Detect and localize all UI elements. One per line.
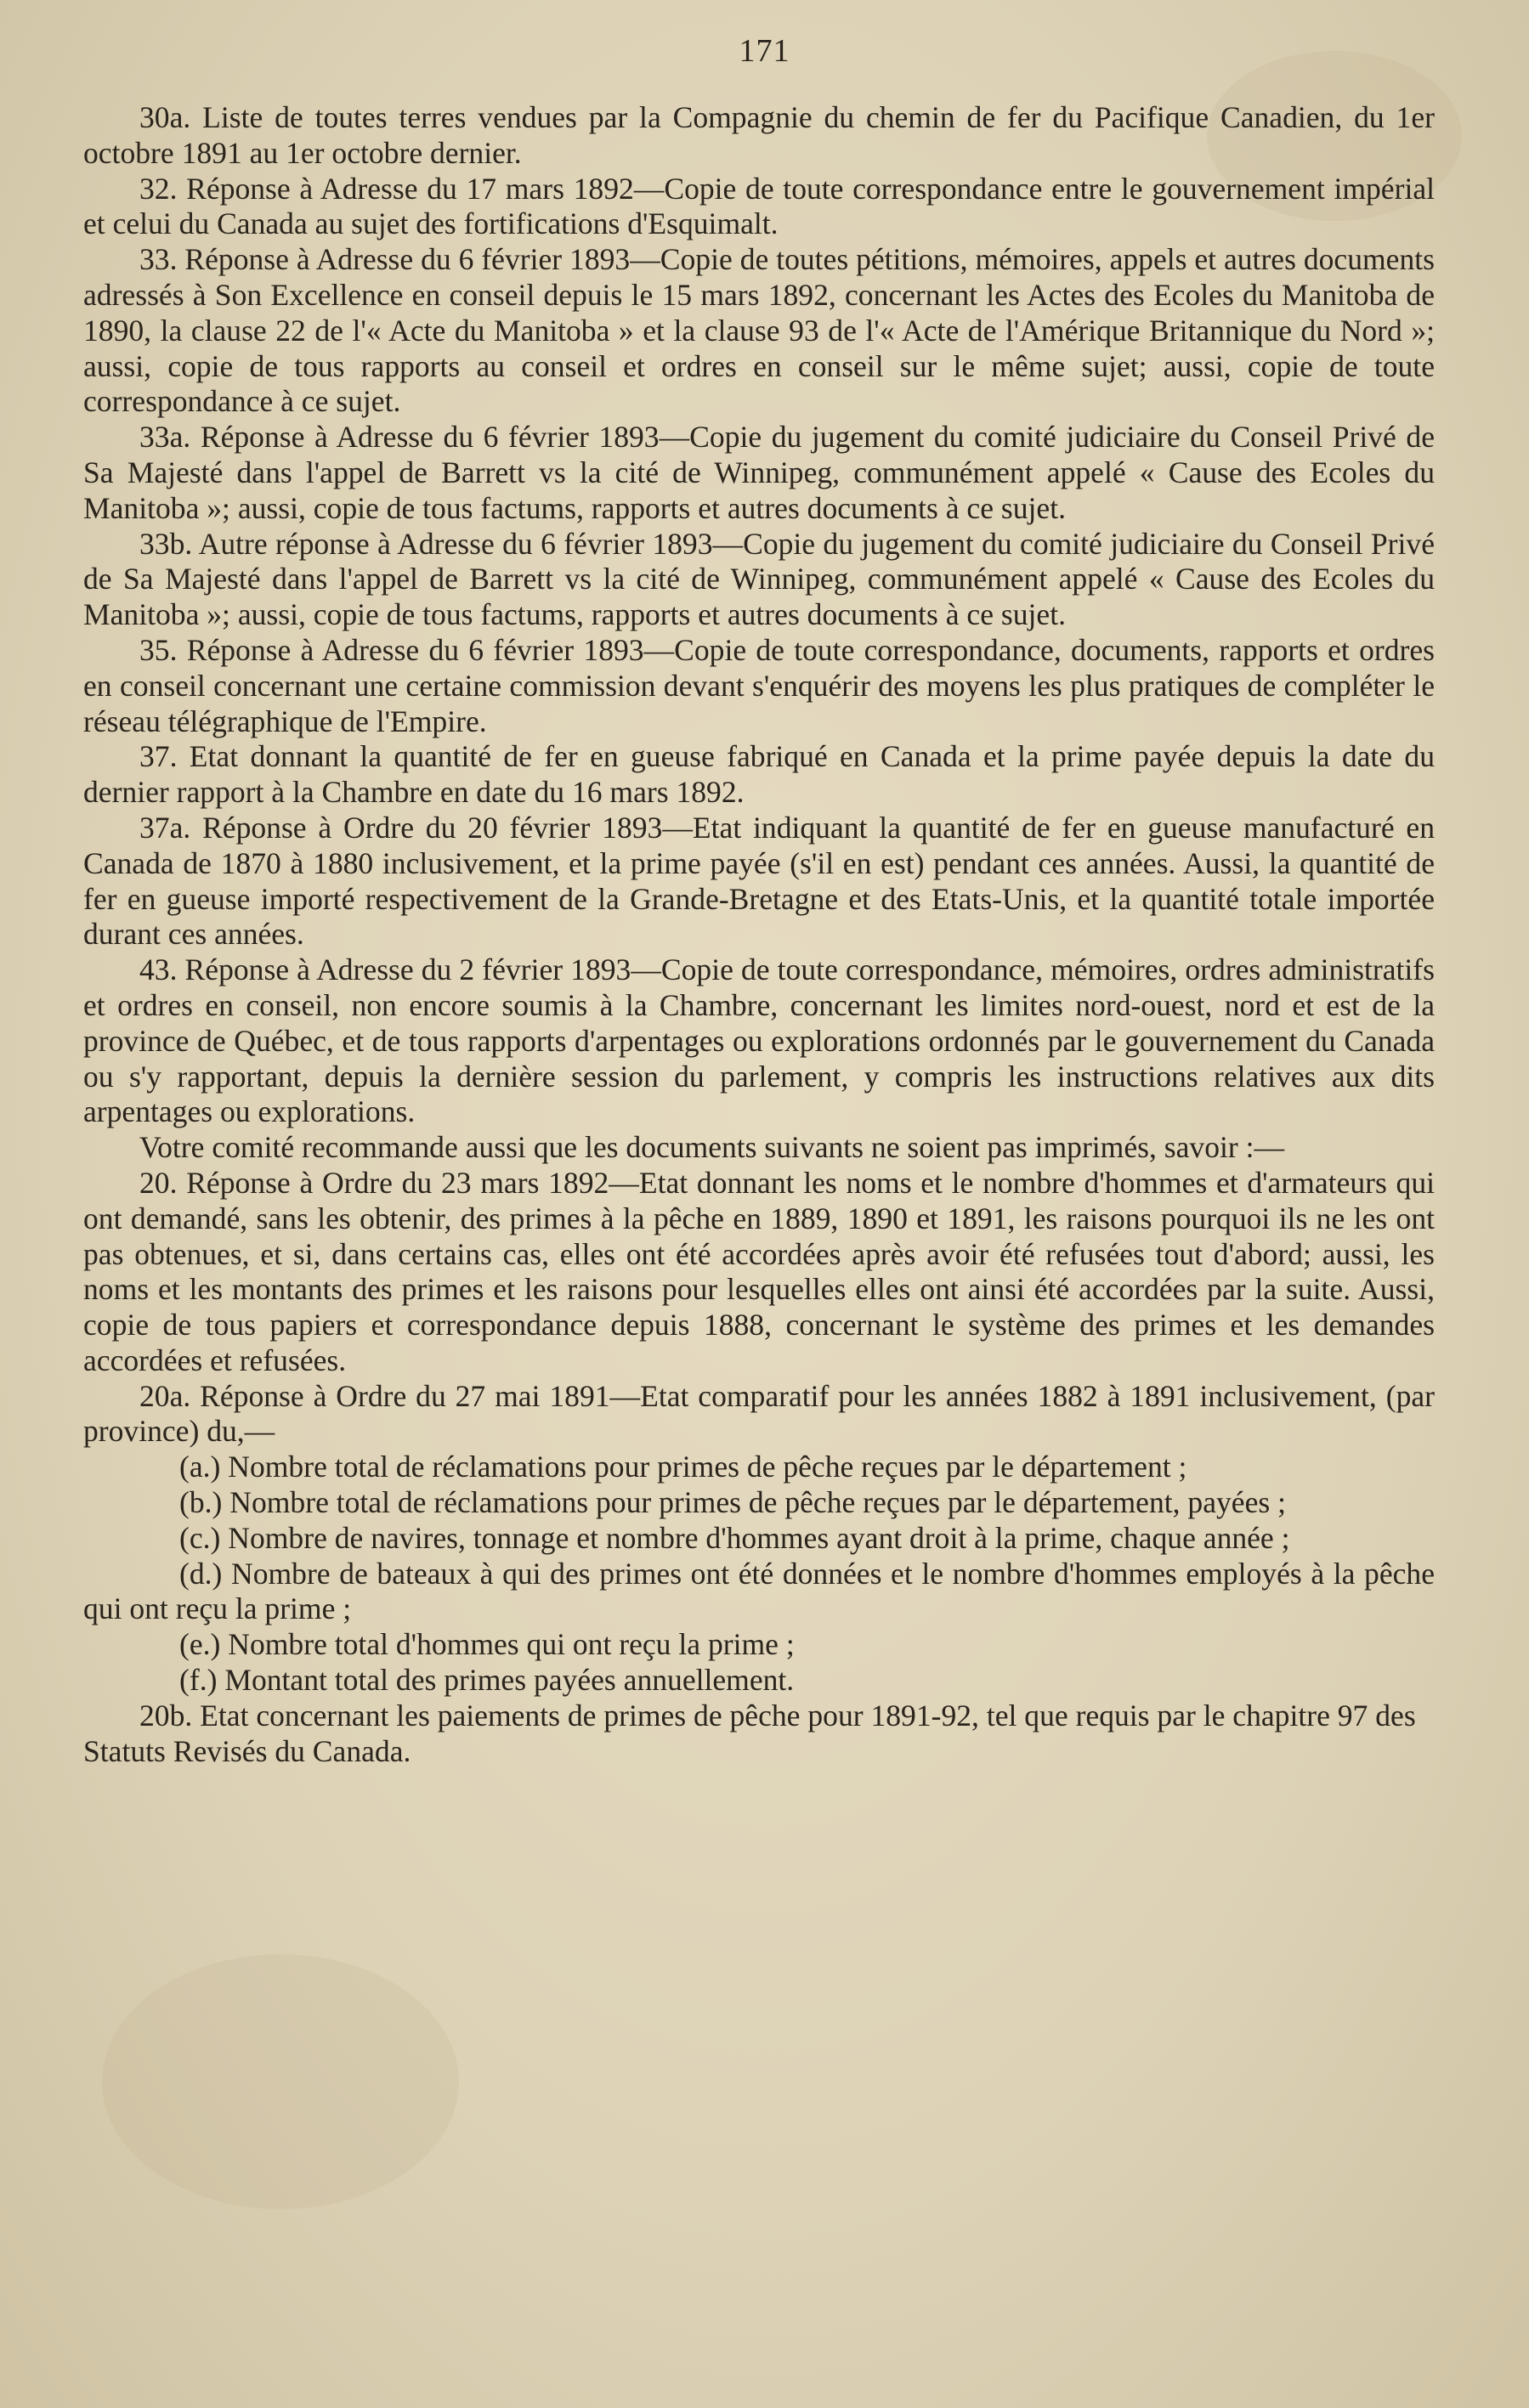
entry-43: 43. Réponse à Adresse du 2 février 1893—Copie de toute correspondance, mémoires, ordres administratifs et ordres en conseil, non encore soumis à la Chambre, concernant les limites nord-ouest, nord et est de la province de Québec, et de tous rapports d'arpentages ou explorations ordonnés par le gouvernement du Canada ou s'y rapportant, depuis la dernière session du parlement, y compris les instructions relatives aux dits arpentages ou explorations. xyxy=(83,952,1435,1129)
entry-20a-item-f: (f.) Montant total des primes payées annuellement. xyxy=(179,1663,795,1698)
entry-20a-item-b: (b.) Nombre total de réclamations pour primes de pêche reçues par le département, payées ; xyxy=(179,1485,1287,1520)
entry-33: 33. Réponse à Adresse du 6 février 1893—Copie de toutes pétitions, mémoires, appels et autres documents adressés à Son Excellence en conseil depuis le 15 mars 1892, concernant les Actes des Ecoles du Manitoba de 1890, la clause 22 de l'« Acte du Manitoba » et la clause 93 de l'« Acte de l'Amérique Britannique du Nord »; aussi, copie de tous rapports au conseil et ordres en conseil sur le même sujet; aussi, copie de toute correspondance à ce sujet. xyxy=(83,242,1435,419)
entry-33a: 33a. Réponse à Adresse du 6 février 1893—Copie du jugement du comité judiciaire du Conseil Privé de Sa Majesté dans l'appel de Barrett vs la cité de Winnipeg, communément appelé « Cause des Ecoles du Manitoba »; aussi, copie de tous factums, rapports et autres documents à ce sujet. xyxy=(83,420,1435,525)
paper-stain xyxy=(102,1954,459,2209)
entry-32: 32. Réponse à Adresse du 17 mars 1892—Copie de toute correspondance entre le gouvernement impérial et celui du Canada au sujet des fortifications d'Esquimalt. xyxy=(83,171,1435,241)
page-number: 171 xyxy=(739,33,790,69)
entry-35: 35. Réponse à Adresse du 6 février 1893—Copie de toute correspondance, documents, rapports et ordres en conseil concernant une certaine commission devant s'enquérir des moyens les plus pratiques de compléter le réseau télégraphique de l'Empire. xyxy=(83,632,1435,738)
committee-recommendation: Votre comité recommande aussi que les documents suivants ne soient pas imprimés, savoir :— xyxy=(139,1130,1285,1165)
entry-37: 37. Etat donnant la quantité de fer en gueuse fabriqué en Canada et la prime payée depuis la date du dernier rapport à la Chambre en date du 16 mars 1892. xyxy=(83,739,1435,810)
entry-37a: 37a. Réponse à Ordre du 20 février 1893—Etat indiquant la quantité de fer en gueuse manufacturé en Canada de 1870 à 1880 inclusivement, et la prime payée (s'il en est) pendant ces années. Aussi, la quantité de fer en gueuse importé respectivement de la Grande-Bretagne et des Etats-Unis, et la quantité totale importée durant ces années. xyxy=(83,810,1435,952)
entry-33b: 33b. Autre réponse à Adresse du 6 février 1893—Copie du jugement du comité judiciaire du Conseil Privé de Sa Majesté dans l'appel de Barrett vs la cité de Winnipeg, communément appelé « Cause des Ecoles du Manitoba »; aussi, copie de tous factums, rapports et autres documents à ce sujet. xyxy=(83,526,1435,632)
entry-20a-item-c: (c.) Nombre de navires, tonnage et nombre d'hommes ayant droit à la prime, chaque année ; xyxy=(179,1520,1290,1555)
entry-20a: 20a. Réponse à Ordre du 27 mai 1891—Etat comparatif pour les années 1882 à 1891 inclusivement, (par province) du,— xyxy=(83,1378,1435,1449)
entry-20b: 20b. Etat concernant les paiements de primes de pêche pour 1891-92, tel que requis par le chapitre 97 des Statuts Revisés du Canada. xyxy=(83,1698,1416,1768)
entry-20a-item-a: (a.) Nombre total de réclamations pour primes de pêche reçues par le département ; xyxy=(179,1450,1187,1484)
entry-20a-item-e: (e.) Nombre total d'hommes qui ont reçu la prime ; xyxy=(179,1627,795,1662)
entry-20: 20. Réponse à Ordre du 23 mars 1892—Etat donnant les noms et le nombre d'hommes et d'armateurs qui ont demandé, sans les obtenir, des primes à la pêche en 1889, 1890 et 1891, les raisons pourquoi ils ne les ont pas obtenues, et si, dans certains cas, elles ont été accordées après avoir été refusées tout d'abord; aussi, les noms et les montants des primes et les raisons pour lesquelles elles ont ainsi été accordées par la suite. Aussi, copie de tous papiers et correspondance depuis 1888, concernant le système des primes et les demandes accordées et refusées. xyxy=(83,1165,1435,1377)
entry-30a: 30a. Liste de toutes terres vendues par la Compagnie du chemin de fer du Pacifique Canadien, du 1er octobre 1891 au 1er octobre dernier. xyxy=(83,100,1435,170)
document-body xyxy=(83,100,1435,1769)
entry-20a-item-d: (d.) Nombre de bateaux à qui des primes ont été données et le nombre d'hommes employés à la pêche qui ont reçu la prime ; xyxy=(83,1556,1435,1626)
